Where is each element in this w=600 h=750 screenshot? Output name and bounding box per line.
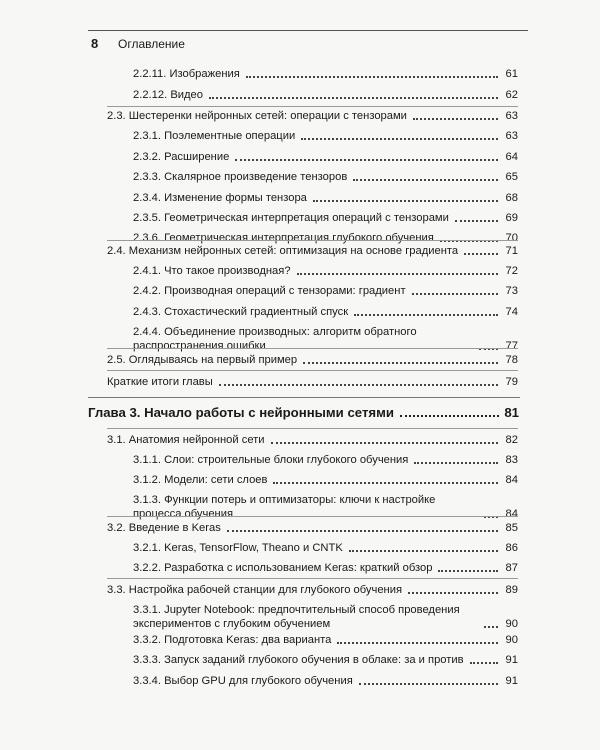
toc-entry-page: 79 bbox=[505, 376, 518, 388]
leader-dots bbox=[408, 592, 498, 594]
toc-entry[interactable] bbox=[133, 305, 518, 319]
toc-entry[interactable] bbox=[133, 453, 518, 467]
leader-dots bbox=[412, 293, 498, 295]
toc-entry[interactable] bbox=[107, 353, 518, 367]
toc-entry-page: 78 bbox=[505, 354, 518, 366]
section-separator bbox=[107, 106, 518, 107]
toc-entry-label: 3.1.2. Модели: сети слоев bbox=[133, 474, 268, 486]
toc-entry-page: 87 bbox=[505, 562, 518, 574]
leader-dots bbox=[353, 179, 498, 181]
toc-entry-label: 2.3.4. Изменение формы тензора bbox=[133, 192, 307, 204]
toc-entry[interactable] bbox=[133, 284, 518, 298]
toc-chapter-page: 81 bbox=[504, 405, 519, 420]
toc-entry-page: 63 bbox=[505, 110, 518, 122]
toc-entry[interactable] bbox=[133, 541, 518, 555]
toc-entry-page: 90 bbox=[505, 618, 518, 630]
toc-entry-label: 3.1. Анатомия нейронной сети bbox=[107, 434, 265, 446]
toc-entry-label: 2.4.4. Объединение производных: алгоритм обратного распространения ошибки bbox=[133, 326, 417, 352]
toc-entry[interactable] bbox=[107, 109, 518, 123]
toc-entry[interactable] bbox=[133, 88, 518, 102]
toc-entry-page: 83 bbox=[505, 454, 518, 466]
section-separator bbox=[107, 240, 518, 241]
section-separator bbox=[107, 578, 518, 579]
toc-entry-page: 71 bbox=[505, 245, 518, 257]
toc-entry-label: 3.3.4. Выбор GPU для глубокого обучения bbox=[133, 675, 353, 687]
toc-entry-page: 84 bbox=[505, 508, 518, 520]
toc-entry-label: 3.1.3. Функции потерь и оптимизаторы: ключи к настройке процесса обучения bbox=[133, 494, 436, 520]
toc-entry-page: 91 bbox=[505, 675, 518, 687]
toc-entry-label: 3.3.1. Jupyter Notebook: предпочтительный способ проведения экспериментов с глубоким обучением bbox=[133, 604, 460, 630]
toc-entry[interactable] bbox=[133, 674, 518, 688]
toc-entry-label: 2.2.11. Изображения bbox=[133, 68, 240, 80]
toc-entry-label: 2.4.2. Производная операций с тензорами: градиент bbox=[133, 285, 406, 297]
toc-entry-label: 2.4.1. Что такое производная? bbox=[133, 265, 291, 277]
toc-entry-label: 2.3.2. Расширение bbox=[133, 151, 230, 163]
leader-dots bbox=[464, 253, 498, 255]
toc-entry-page: 85 bbox=[505, 522, 518, 534]
section-separator bbox=[107, 370, 518, 371]
section-separator bbox=[88, 397, 520, 398]
toc-entry-page: 84 bbox=[505, 474, 518, 486]
leader-dots bbox=[219, 384, 498, 386]
leader-dots bbox=[271, 442, 498, 444]
leader-dots bbox=[246, 76, 498, 78]
leader-dots bbox=[227, 530, 498, 532]
section-separator bbox=[107, 516, 518, 517]
toc-chapter-label: Глава 3. Начало работы с нейронными сетями bbox=[88, 405, 394, 420]
toc-entry-label: Краткие итоги главы bbox=[107, 376, 213, 388]
toc-entry-label: 3.2. Введение в Keras bbox=[107, 522, 221, 534]
toc-entry-label: 3.2.1. Keras, TensorFlow, Theano и CNTK bbox=[133, 542, 343, 554]
toc-entry[interactable] bbox=[133, 150, 518, 164]
toc-entry-page: 64 bbox=[505, 151, 518, 163]
page-number: 8 bbox=[91, 36, 99, 51]
toc-entry[interactable] bbox=[133, 603, 518, 631]
toc-entry[interactable] bbox=[133, 633, 518, 647]
toc-entry-label: 2.4.3. Стохастический градиентный спуск bbox=[133, 306, 349, 318]
toc-entry[interactable] bbox=[107, 433, 518, 447]
toc-entry[interactable] bbox=[133, 231, 518, 245]
toc-entry[interactable] bbox=[133, 473, 518, 487]
leader-dots bbox=[455, 220, 498, 222]
leader-dots bbox=[414, 462, 498, 464]
leader-dots bbox=[359, 683, 498, 685]
leader-dots bbox=[484, 626, 498, 628]
toc-entry[interactable] bbox=[133, 129, 518, 143]
toc-entry-page: 68 bbox=[505, 192, 518, 204]
toc-entry-label: 3.3.2. Подготовка Keras: два варианта bbox=[133, 634, 332, 646]
toc-entry-label: 2.2.12. Видео bbox=[133, 89, 204, 101]
leader-dots bbox=[337, 642, 498, 644]
toc-entry-page: 86 bbox=[505, 542, 518, 554]
toc-entry-page: 69 bbox=[505, 212, 518, 224]
toc-entry[interactable] bbox=[133, 170, 518, 184]
leader-dots bbox=[400, 415, 499, 417]
toc-entry-label: 2.4. Механизм нейронных сетей: оптимизация на основе градиента bbox=[107, 245, 459, 257]
toc-entry-label: 3.2.2. Разработка с использованием Keras: краткий обзор bbox=[133, 562, 433, 574]
leader-dots bbox=[273, 482, 498, 484]
toc-chapter-entry[interactable] bbox=[88, 405, 519, 421]
leader-dots bbox=[354, 314, 498, 316]
section-separator bbox=[107, 348, 518, 349]
toc-entry-page: 63 bbox=[505, 130, 518, 142]
toc-entry[interactable] bbox=[107, 244, 518, 258]
toc-entry-page: 65 bbox=[505, 171, 518, 183]
toc-entry-label: 2.3.1. Поэлементные операции bbox=[133, 130, 296, 142]
leader-dots bbox=[303, 362, 498, 364]
leader-dots bbox=[470, 662, 498, 664]
toc-entry[interactable] bbox=[107, 521, 518, 535]
toc-entry-label: 2.5. Оглядываясь на первый пример bbox=[107, 354, 298, 366]
toc-entry-page: 82 bbox=[505, 434, 518, 446]
toc-entry-page: 90 bbox=[505, 634, 518, 646]
toc-entry[interactable] bbox=[133, 191, 518, 205]
running-header-title: Оглавление bbox=[118, 37, 185, 51]
toc-entry-label: 3.1.1. Слои: строительные блоки глубокого обучения bbox=[133, 454, 409, 466]
section-separator bbox=[107, 428, 518, 429]
toc-entry[interactable] bbox=[133, 561, 518, 575]
toc-entry-page: 91 bbox=[505, 654, 518, 666]
leader-dots bbox=[209, 97, 498, 99]
leader-dots bbox=[297, 273, 498, 275]
toc-entry[interactable] bbox=[107, 375, 518, 389]
leader-dots bbox=[413, 118, 498, 120]
leader-dots bbox=[301, 138, 498, 140]
toc-entry-page: 73 bbox=[505, 285, 518, 297]
toc-entry-label: 2.3.5. Геометрическая интерпретация операций с тензорами bbox=[133, 212, 449, 224]
leader-dots bbox=[235, 159, 498, 161]
toc-entry-page: 70 bbox=[505, 232, 518, 244]
leader-dots bbox=[313, 200, 498, 202]
toc-entry[interactable] bbox=[133, 211, 518, 225]
toc-entry-page: 61 bbox=[505, 68, 518, 80]
leader-dots bbox=[349, 550, 498, 552]
header-rule bbox=[88, 30, 528, 31]
toc-entry[interactable] bbox=[133, 653, 518, 667]
toc-entry-label: 3.3.3. Запуск заданий глубокого обучения в облаке: за и против bbox=[133, 654, 464, 666]
toc-entry-label: 2.3.3. Скалярное произведение тензоров bbox=[133, 171, 348, 183]
toc-entry-page: 89 bbox=[505, 584, 518, 596]
toc-entry-page: 62 bbox=[505, 89, 518, 101]
toc-entry-label: 3.3. Настройка рабочей станции для глубокого обучения bbox=[107, 584, 403, 596]
toc-entry[interactable] bbox=[133, 264, 518, 278]
toc-entry-page: 77 bbox=[505, 340, 518, 352]
leader-dots bbox=[438, 570, 498, 572]
toc-entry-page: 74 bbox=[505, 306, 518, 318]
toc-entry-label: 2.3.6. Геометрическая интерпретация глубокого обучения bbox=[133, 232, 434, 244]
toc-entry-label: 2.3. Шестеренки нейронных сетей: операции с тензорами bbox=[107, 110, 407, 122]
toc-entry[interactable] bbox=[133, 67, 518, 81]
toc-entry-page: 72 bbox=[505, 265, 518, 277]
toc-entry[interactable] bbox=[107, 583, 518, 597]
